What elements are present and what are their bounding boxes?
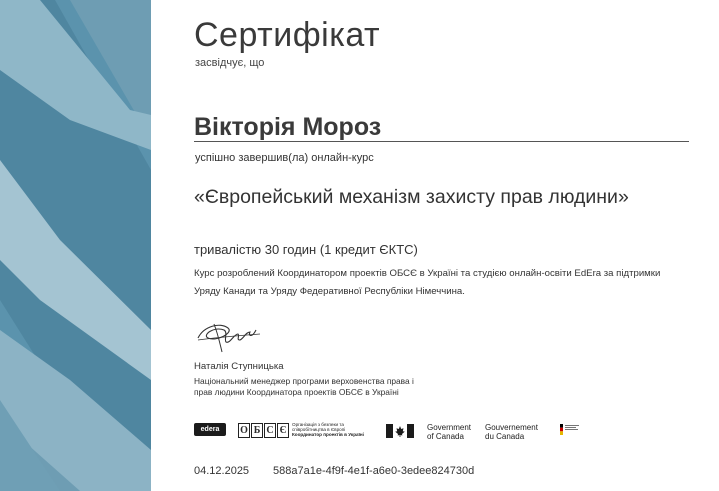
certificate-title: Сертифікат	[194, 16, 381, 54]
signer-role-line-1: Національний менеджер програми верховенства права і	[194, 376, 414, 386]
signature-image	[194, 312, 264, 354]
name-underline	[194, 141, 689, 142]
course-title: «Європейський механізм захисту прав людини»	[194, 186, 629, 208]
german-ministry-logo	[565, 424, 595, 432]
recipient-name: Вікторія Мороз	[194, 113, 382, 141]
decorative-shapes	[0, 0, 151, 491]
gov-fr-line-1: Gouvernement	[485, 423, 538, 432]
course-description: Курс розроблений Координатором проектів ОБСЄ в Україні та студією онлайн-освіти EdEra за підтримки Уряду Канади та Уряду Федеративної Республіки Німеччина.	[194, 268, 661, 297]
signer-name: Наталія Ступницька	[194, 361, 284, 372]
government-of-canada-text	[427, 424, 471, 441]
canada-flag-icon	[386, 424, 414, 438]
gouvernement-du-canada-text	[485, 424, 538, 441]
signer-role-line-2: прав людини Координатора проектів ОБСЄ в Україні	[194, 386, 399, 397]
completed-text: успішно завершив(ла) онлайн-курс	[195, 152, 374, 164]
certificate-id: 588a7a1e-4f9f-4e1f-a6e0-3edee824730d	[273, 465, 475, 477]
osce-text-line-1: Організація з безпеки та	[292, 422, 344, 427]
decorative-side-panel	[0, 0, 151, 491]
edera-logo: edera	[194, 423, 226, 436]
osce-letter-1: О	[238, 423, 250, 438]
signer-role	[194, 376, 494, 397]
osce-letter-4: Є	[277, 423, 289, 438]
osce-letter-3: С	[264, 423, 276, 438]
certificate-subtitle: засвідчує, що	[195, 57, 265, 69]
osce-letter-2: Б	[251, 423, 263, 438]
osce-text	[292, 422, 378, 438]
germany-flag-icon	[560, 424, 563, 435]
gov-en-line-2: of Canada	[427, 431, 464, 441]
course-duration: тривалістю 30 годин (1 кредит ЄКТС)	[194, 242, 418, 257]
gov-fr-line-2: du Canada	[485, 431, 525, 441]
osce-logo	[238, 423, 290, 438]
issue-date: 04.12.2025	[194, 465, 250, 477]
partner-logos	[194, 419, 689, 445]
certificate-content	[194, 0, 689, 491]
gov-en-line-1: Government	[427, 423, 472, 432]
osce-text-line-3: Координатор проектів в Україні	[292, 432, 364, 438]
osce-text-line-2: співробітництва в Європі	[292, 427, 346, 433]
